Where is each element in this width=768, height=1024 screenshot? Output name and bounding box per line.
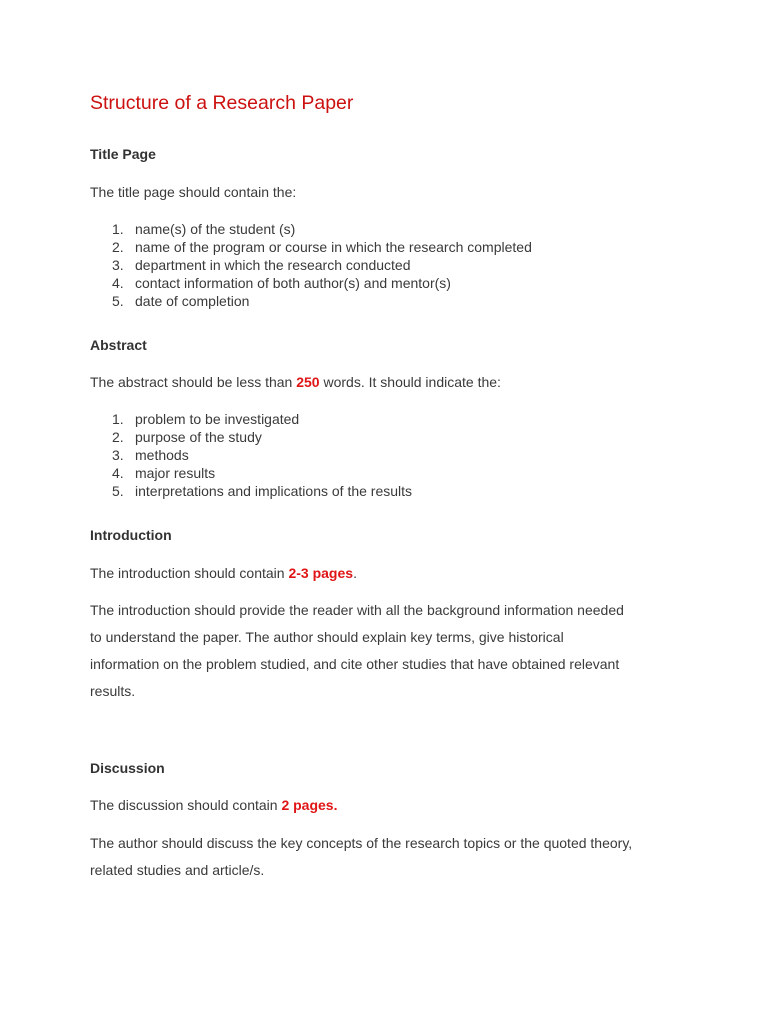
document-title: Structure of a Research Paper (90, 92, 354, 114)
list-item: 3. department in which the research conducted (112, 257, 411, 273)
discussion-heading: Discussion (90, 760, 165, 776)
introduction-length: The introduction should contain 2-3 pages. (90, 565, 357, 581)
discussion-body: The author should discuss the key concepts of the research topics or the quoted theory, related studies and article/s. (90, 835, 633, 878)
abstract-heading: Abstract (90, 337, 147, 353)
introduction-heading: Introduction (90, 527, 172, 543)
list-item: 5. date of completion (112, 293, 250, 309)
list-item: 1. problem to be investigated (112, 411, 300, 427)
discussion-length: The discussion should contain 2 pages. (90, 797, 338, 813)
list-item: 4. contact information of both author(s) and mentor(s) (112, 275, 451, 291)
page-count-highlight: 2 pages. (281, 797, 338, 813)
abstract-intro: The abstract should be less than 250 words. It should indicate the: (90, 374, 501, 390)
list-item: 4. major results (112, 465, 216, 481)
title-page-heading: Title Page (90, 146, 156, 162)
list-item: 5. interpretations and implications of the results (112, 483, 413, 499)
list-item: 1. name(s) of the student (s) (112, 221, 296, 237)
title-page-list (90, 220, 532, 310)
list-item: 2. purpose of the study (112, 429, 262, 445)
word-limit-highlight: 250 (296, 374, 320, 390)
page-count-highlight: 2-3 pages (288, 565, 354, 581)
list-item: 3. methods (112, 447, 189, 463)
introduction-body: The introduction should provide the reader with all the background information needed to understand the paper. The author should explain key terms, give historical information on the problem studied, and cite other studies that have obtained relevant results. (90, 602, 624, 699)
abstract-list (90, 410, 412, 500)
list-item: 2. name of the program or course in which the research completed (112, 239, 532, 255)
title-page-intro: The title page should contain the: (90, 184, 297, 200)
